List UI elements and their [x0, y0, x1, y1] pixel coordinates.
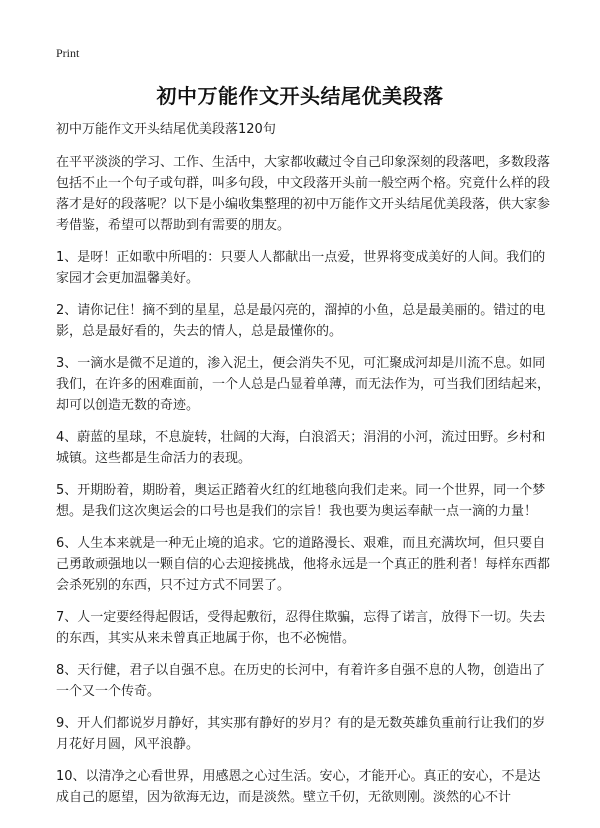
paragraph-3: 3、一滴水是微不足道的，渗入泥土，便会消失不见，可汇聚成河却是川流不息。如同我们，在许多的困难面前，一个人总是凸显着单薄，而无法作为，可当我们团结起来，却可以创造无数的奇迹。	[56, 356, 551, 413]
paragraph-2: 2、请你记住！摘不到的星星，总是最闪亮的，溜掉的小鱼，总是最美丽的。错过的电影，总是最好看的，失去的情人，总是最懂你的。	[56, 303, 546, 339]
intro-paragraph: 在平平淡淡的学习、工作、生活中，大家都收藏过令自己印象深刻的段落吧，多数段落包括不止一个句子或句群，叫多句段，中文段落开头前一般空两个格。究竟什么样的段落才是好的段落呢？以下是小编收集整理的初中万能作文开头结尾优美段落，供大家参考借鉴，希望可以帮助到有需要的朋友。	[56, 155, 551, 233]
paragraph-8: 8、天行健，君子以自强不息。在历史的长河中，有着许多自强不息的人物，创造出了一个又一个传奇。	[56, 663, 546, 699]
paragraph-1: 1、是呀！正如歌中所唱的：只要人人都献出一点爱，世界将变成美好的人间。我们的家园才会更加温馨美好。	[56, 250, 546, 286]
paragraph-10: 10、以清净之心看世界，用感恩之心过生活。安心，才能开心。真正的安心，不是达成自己的愿望，因为欲海无边，而是淡然。壁立千仞，无欲则刚。淡然的心不计	[56, 769, 541, 805]
article-body	[56, 120, 552, 819]
paragraph-4: 4、蔚蓝的星球，不息旋转，壮阔的大海，白浪滔天；涓涓的小河，流过田野。乡村和城镇。这些都是生命活力的表现。	[56, 430, 546, 466]
paragraph-5: 5、开期盼着，期盼着，奥运正踏着火红的红地毯向我们走来。同一个世界，同一个梦想。是我们这次奥运会的口号也是我们的宗旨！我也要为奥运奉献一点一滴的力量！	[56, 483, 546, 519]
paragraph-7: 7、人一定要经得起假话，受得起敷衍，忍得住欺骗，忘得了诺言，放得下一切。失去的东西，其实从来未曾真正地属于你，也不必惋惜。	[56, 610, 546, 646]
article-subtitle: 初中万能作文开头结尾优美段落120句	[56, 122, 276, 137]
print-link[interactable]: Print	[56, 46, 80, 60]
paragraph-9: 9、开人们都说岁月静好，其实那有静好的岁月？有的是无数英雄负重前行让我们的岁月花好月圆，风平浪静。	[56, 716, 546, 752]
paragraph-6: 6、人生本来就是一种无止境的追求。它的道路漫长、艰难，而且充满坎坷，但只要自己勇敢顽强地以一颗自信的心去迎接挑战，他将永远是一个真正的胜利者！每样东西都会杀死别的东西，只不过方式不同罢了。	[56, 536, 551, 593]
page-title: 初中万能作文开头结尾优美段落	[156, 84, 444, 108]
